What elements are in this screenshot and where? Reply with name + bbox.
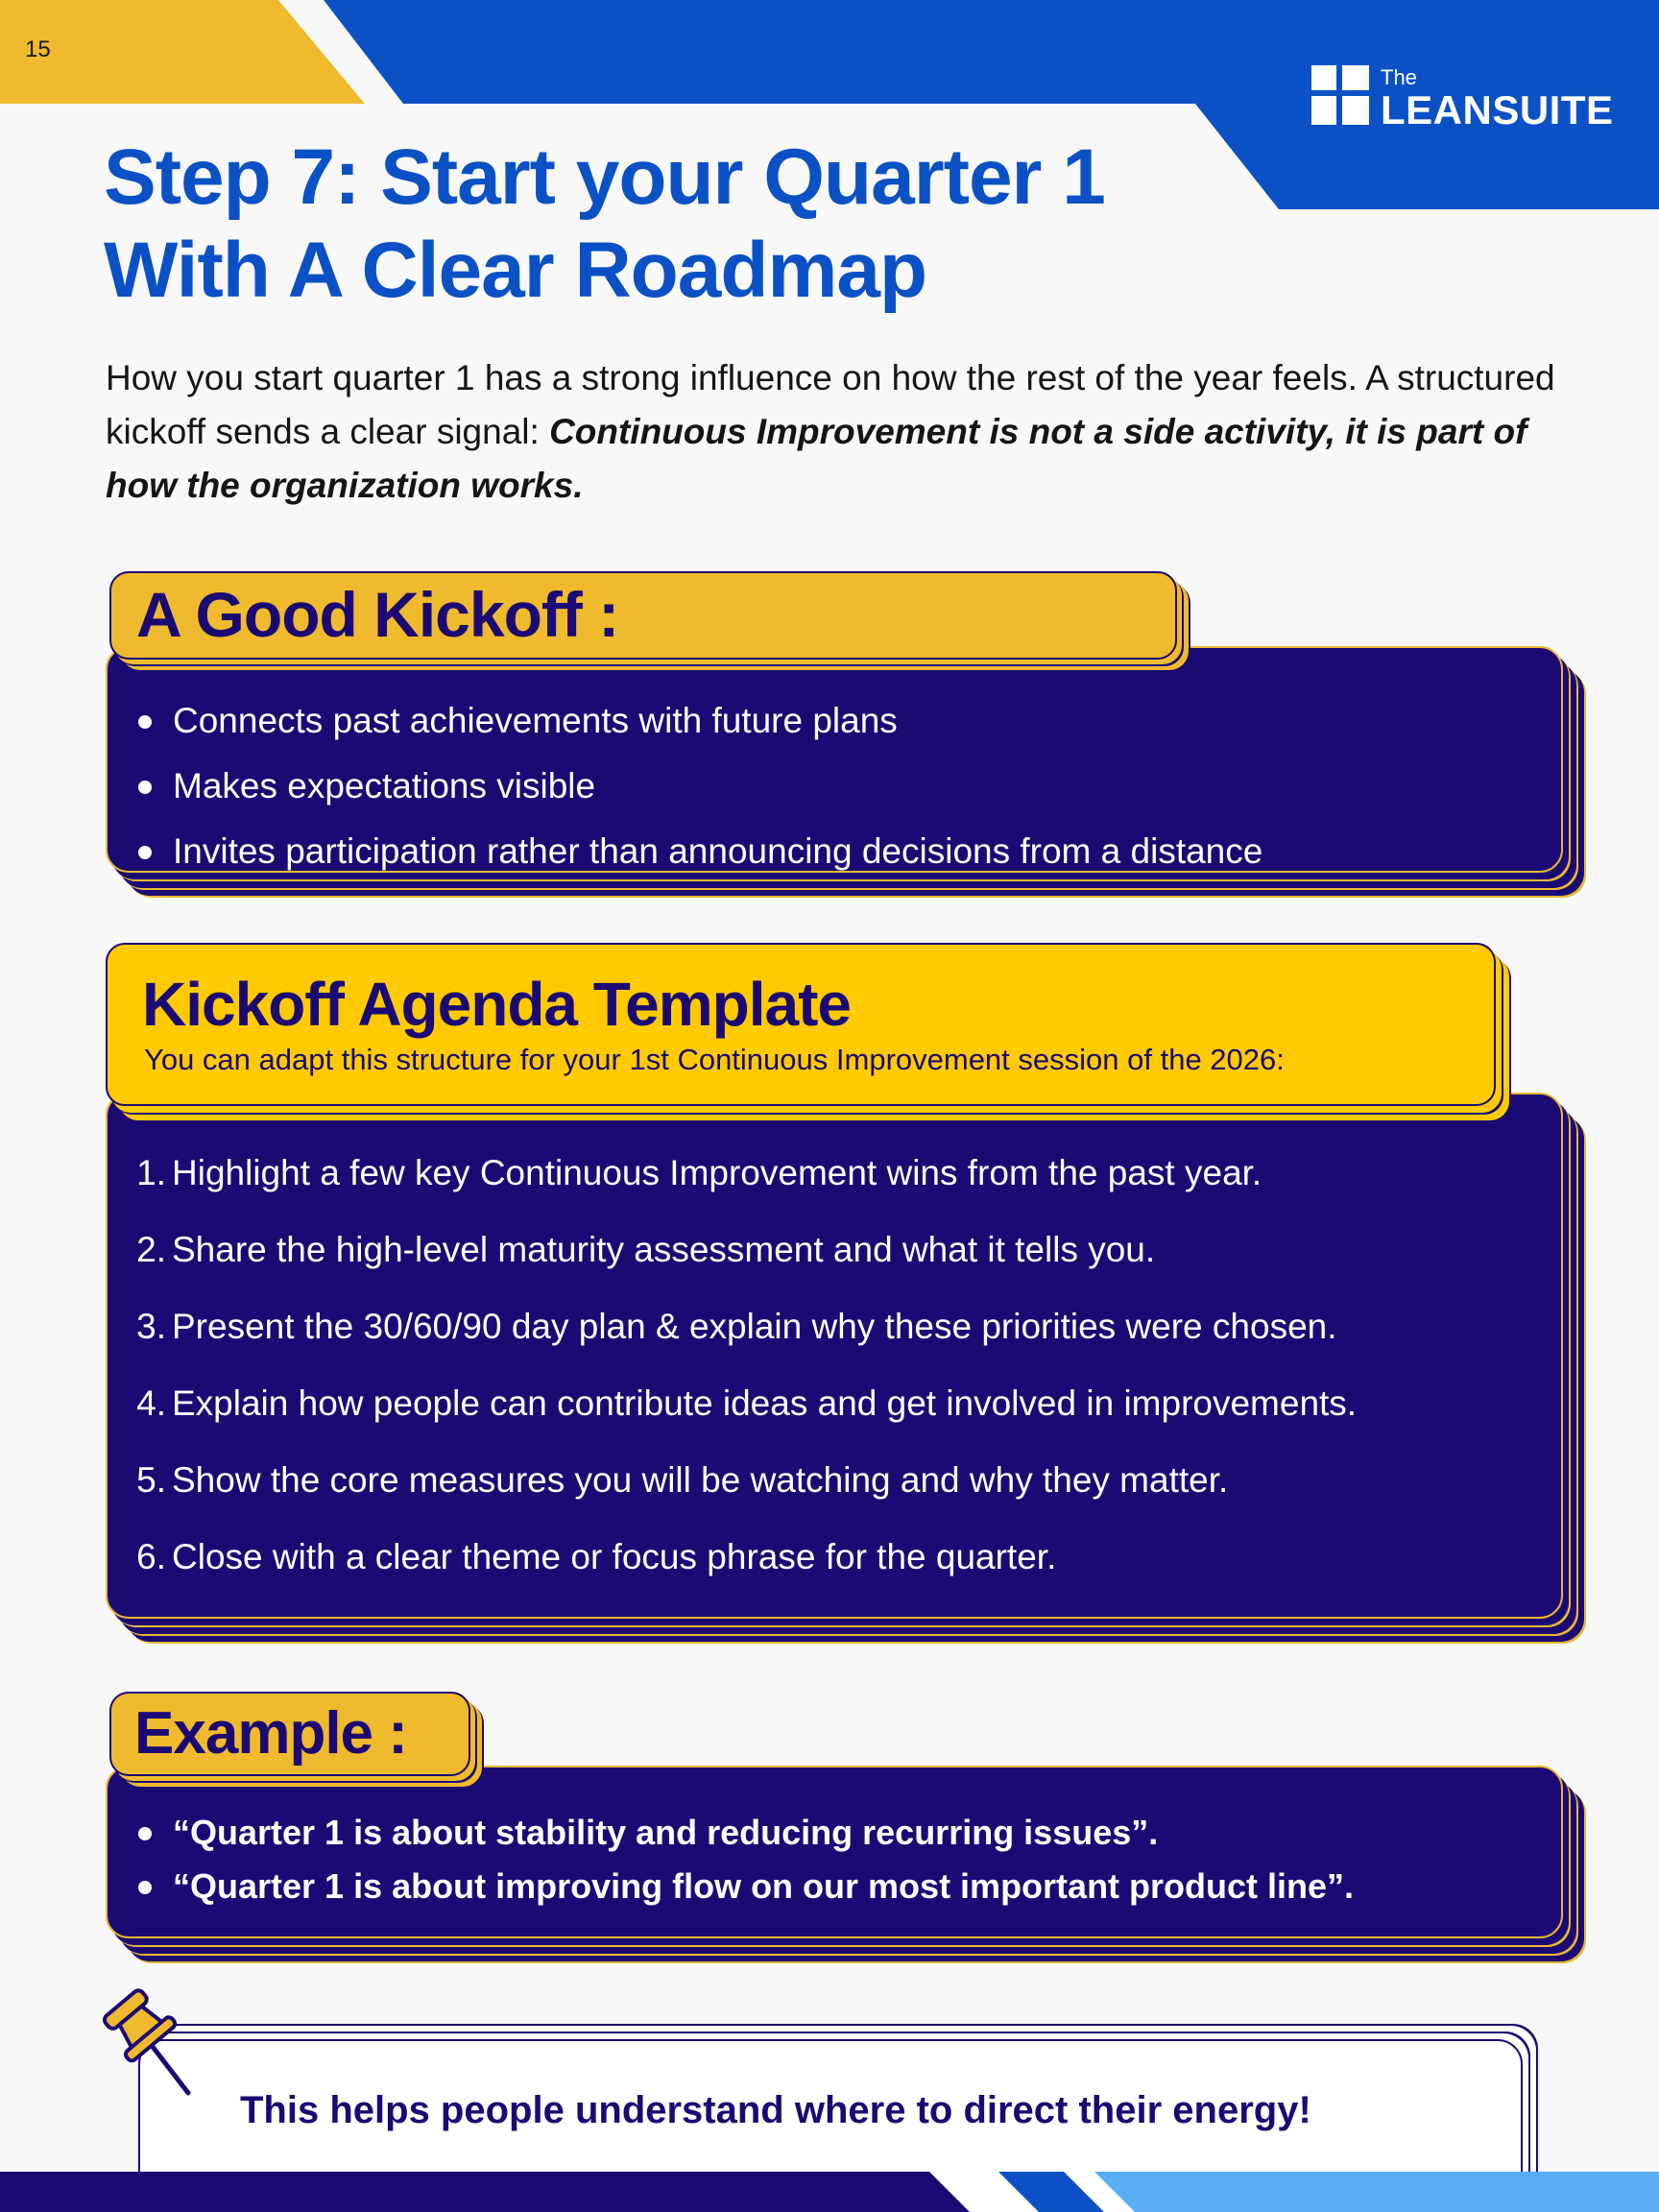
page-number: 15 xyxy=(25,36,51,62)
list-item: “Quarter 1 is about improving flow on our most important product line”. xyxy=(108,1860,1561,1913)
agenda-text: Show the core measures you will be watching and why they matter. xyxy=(172,1460,1229,1500)
good-kickoff-list xyxy=(108,688,1561,884)
list-item: Makes expectations visible xyxy=(108,754,1561,819)
agenda-text: Present the 30/60/90 day plan & explain why these priorities were chosen. xyxy=(172,1307,1337,1346)
intro-emphasis: Continuous Improvement is not a side activity, it is part of how the organization works. xyxy=(106,412,1527,505)
agenda-text: Share the high-level maturity assessment and what it tells you. xyxy=(172,1230,1156,1269)
list-item xyxy=(108,1365,1561,1442)
agenda-tab xyxy=(106,943,1496,1106)
intro-text: How you start quarter 1 has a strong influence on how the rest of the year feels. A structured kickoff sends a clear signal: xyxy=(106,358,1555,451)
logo-the-text: The xyxy=(1381,65,1417,89)
list-item xyxy=(108,1288,1561,1365)
note-text: This helps people understand where to direct their energy! xyxy=(240,2089,1311,2131)
good-kickoff-tab xyxy=(109,571,1177,660)
list-item xyxy=(108,1135,1561,1212)
agenda-subheading: You can adapt this structure for your 1st Continuous Improvement session of the 2026: xyxy=(144,1043,1285,1076)
agenda-text: Highlight a few key Continuous Improvement wins from the past year. xyxy=(172,1153,1262,1192)
example-heading: Example : xyxy=(134,1700,407,1767)
leansuite-logo xyxy=(1311,65,1614,131)
page-title: Step 7: Start your Quarter 1 With A Clear Roadmap xyxy=(104,133,1105,314)
agenda-number: 1. xyxy=(136,1153,166,1192)
agenda-list xyxy=(108,1135,1561,1596)
agenda-text: Explain how people can contribute ideas and get involved in improvements. xyxy=(172,1383,1358,1423)
footer-navy-stripe xyxy=(0,2172,970,2212)
header-yellow-band xyxy=(0,0,365,104)
agenda-number: 3. xyxy=(136,1307,166,1346)
list-item xyxy=(108,1442,1561,1519)
good-kickoff-heading: A Good Kickoff : xyxy=(136,579,619,650)
agenda-number: 4. xyxy=(136,1383,166,1423)
good-kickoff-panel xyxy=(106,646,1563,873)
example-tab xyxy=(109,1692,470,1776)
agenda-heading: Kickoff Agenda Template xyxy=(142,970,851,1039)
list-item xyxy=(108,1212,1561,1288)
example-list xyxy=(108,1806,1561,1913)
agenda-text: Close with a clear theme or focus phrase for the quarter. xyxy=(172,1537,1057,1576)
list-item: Invites participation rather than announcing decisions from a distance xyxy=(108,819,1561,884)
example-panel xyxy=(106,1766,1563,1938)
agenda-number: 2. xyxy=(136,1230,166,1269)
logo-name-text: LEANSUITE xyxy=(1381,87,1614,132)
intro-paragraph xyxy=(106,351,1603,513)
list-item xyxy=(108,1519,1561,1596)
leansuite-logo-icon xyxy=(1311,65,1369,125)
list-item: “Quarter 1 is about stability and reducing recurring issues”. xyxy=(108,1806,1561,1860)
agenda-number: 6. xyxy=(136,1537,166,1576)
list-item: Connects past achievements with future plans xyxy=(108,688,1561,754)
agenda-panel xyxy=(106,1093,1563,1619)
footer-light-blue-stripe xyxy=(1094,2172,1659,2212)
agenda-number: 5. xyxy=(136,1460,166,1500)
pushpin-icon xyxy=(96,1987,202,2103)
